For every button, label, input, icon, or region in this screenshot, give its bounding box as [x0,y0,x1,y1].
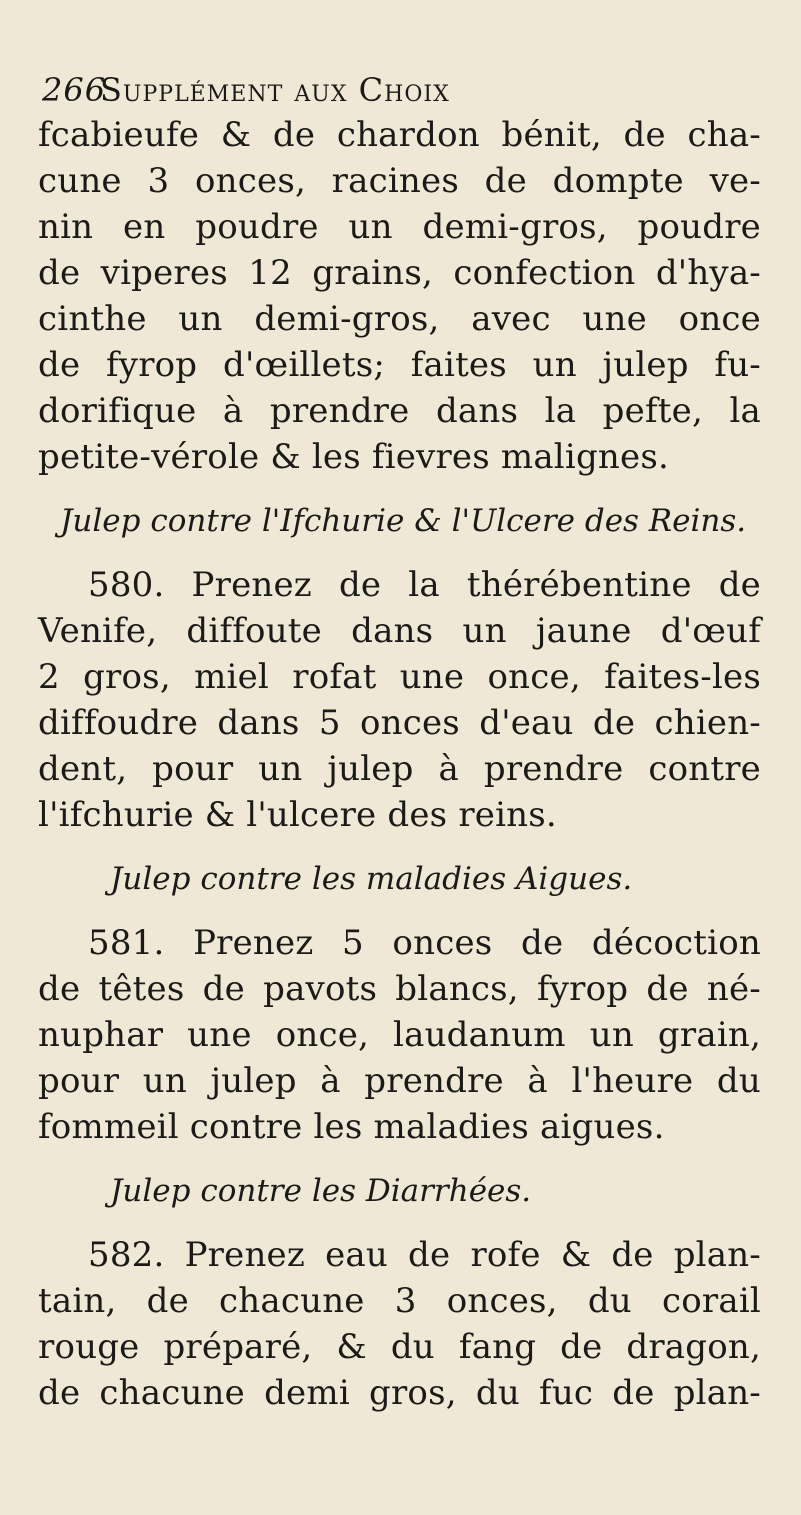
paragraph-580 [38,562,761,838]
paragraph-582 [38,1232,761,1416]
text-line: de chacune demi gros, du fuc de plan- [38,1373,761,1413]
paragraph-581 [38,920,761,1150]
text-line: fommeil contre les maladies aigues. [38,1107,665,1147]
text-line: cinthe un demi-gros, avec une once [38,299,761,339]
text-line: dorifique à prendre dans la pefte, la [38,391,761,431]
running-header [42,68,761,112]
text-line: petite-vérole & les fievres malignes. [38,437,669,477]
running-title: Supplément aux Choix [100,71,450,109]
text-line: 581. Prenez 5 onces de décoction [88,923,761,963]
text-line: tain, de chacune 3 onces, du corail [38,1281,761,1321]
text-line: l'ifchurie & l'ulcere des reins. [38,795,557,835]
section-heading: Julep contre les Diarrhées. [110,1173,532,1209]
text-line: 2 gros, miel rofat une once, faites-les [38,657,761,697]
text-line: fcabieufe & de chardon bénit, de cha- [38,115,761,155]
paragraph-continuation [38,112,761,480]
text-line: de têtes de pavots blancs, fyrop de né- [38,969,761,1009]
text-line: de viperes 12 grains, confection d'hya- [38,253,761,293]
page-number: 266 [42,71,107,109]
text-line: nuphar une once, laudanum un grain, [38,1015,761,1055]
text-line: nin en poudre un demi-gros, poudre [38,207,761,247]
text-line: 580. Prenez de la thérébentine de [88,565,761,605]
text-line: cune 3 onces, racines de dompte ve- [38,161,761,201]
section-heading: Julep contre les maladies Aigues. [110,861,633,897]
section-heading: Julep contre l'Ifchurie & l'Ulcere des Reins. [60,503,747,539]
text-line: Venife, diffoute dans un jaune d'œuf [38,611,761,651]
text-line: dent, pour un julep à prendre contre [38,749,761,789]
text-line: pour un julep à prendre à l'heure du [38,1061,761,1101]
text-line: de fyrop d'œillets; faites un julep fu- [38,345,761,385]
text-line: rouge préparé, & du fang de dragon, [38,1327,761,1367]
text-line: 582. Prenez eau de rofe & de plan- [88,1235,761,1275]
text-line: diffoudre dans 5 onces d'eau de chien- [38,703,761,743]
